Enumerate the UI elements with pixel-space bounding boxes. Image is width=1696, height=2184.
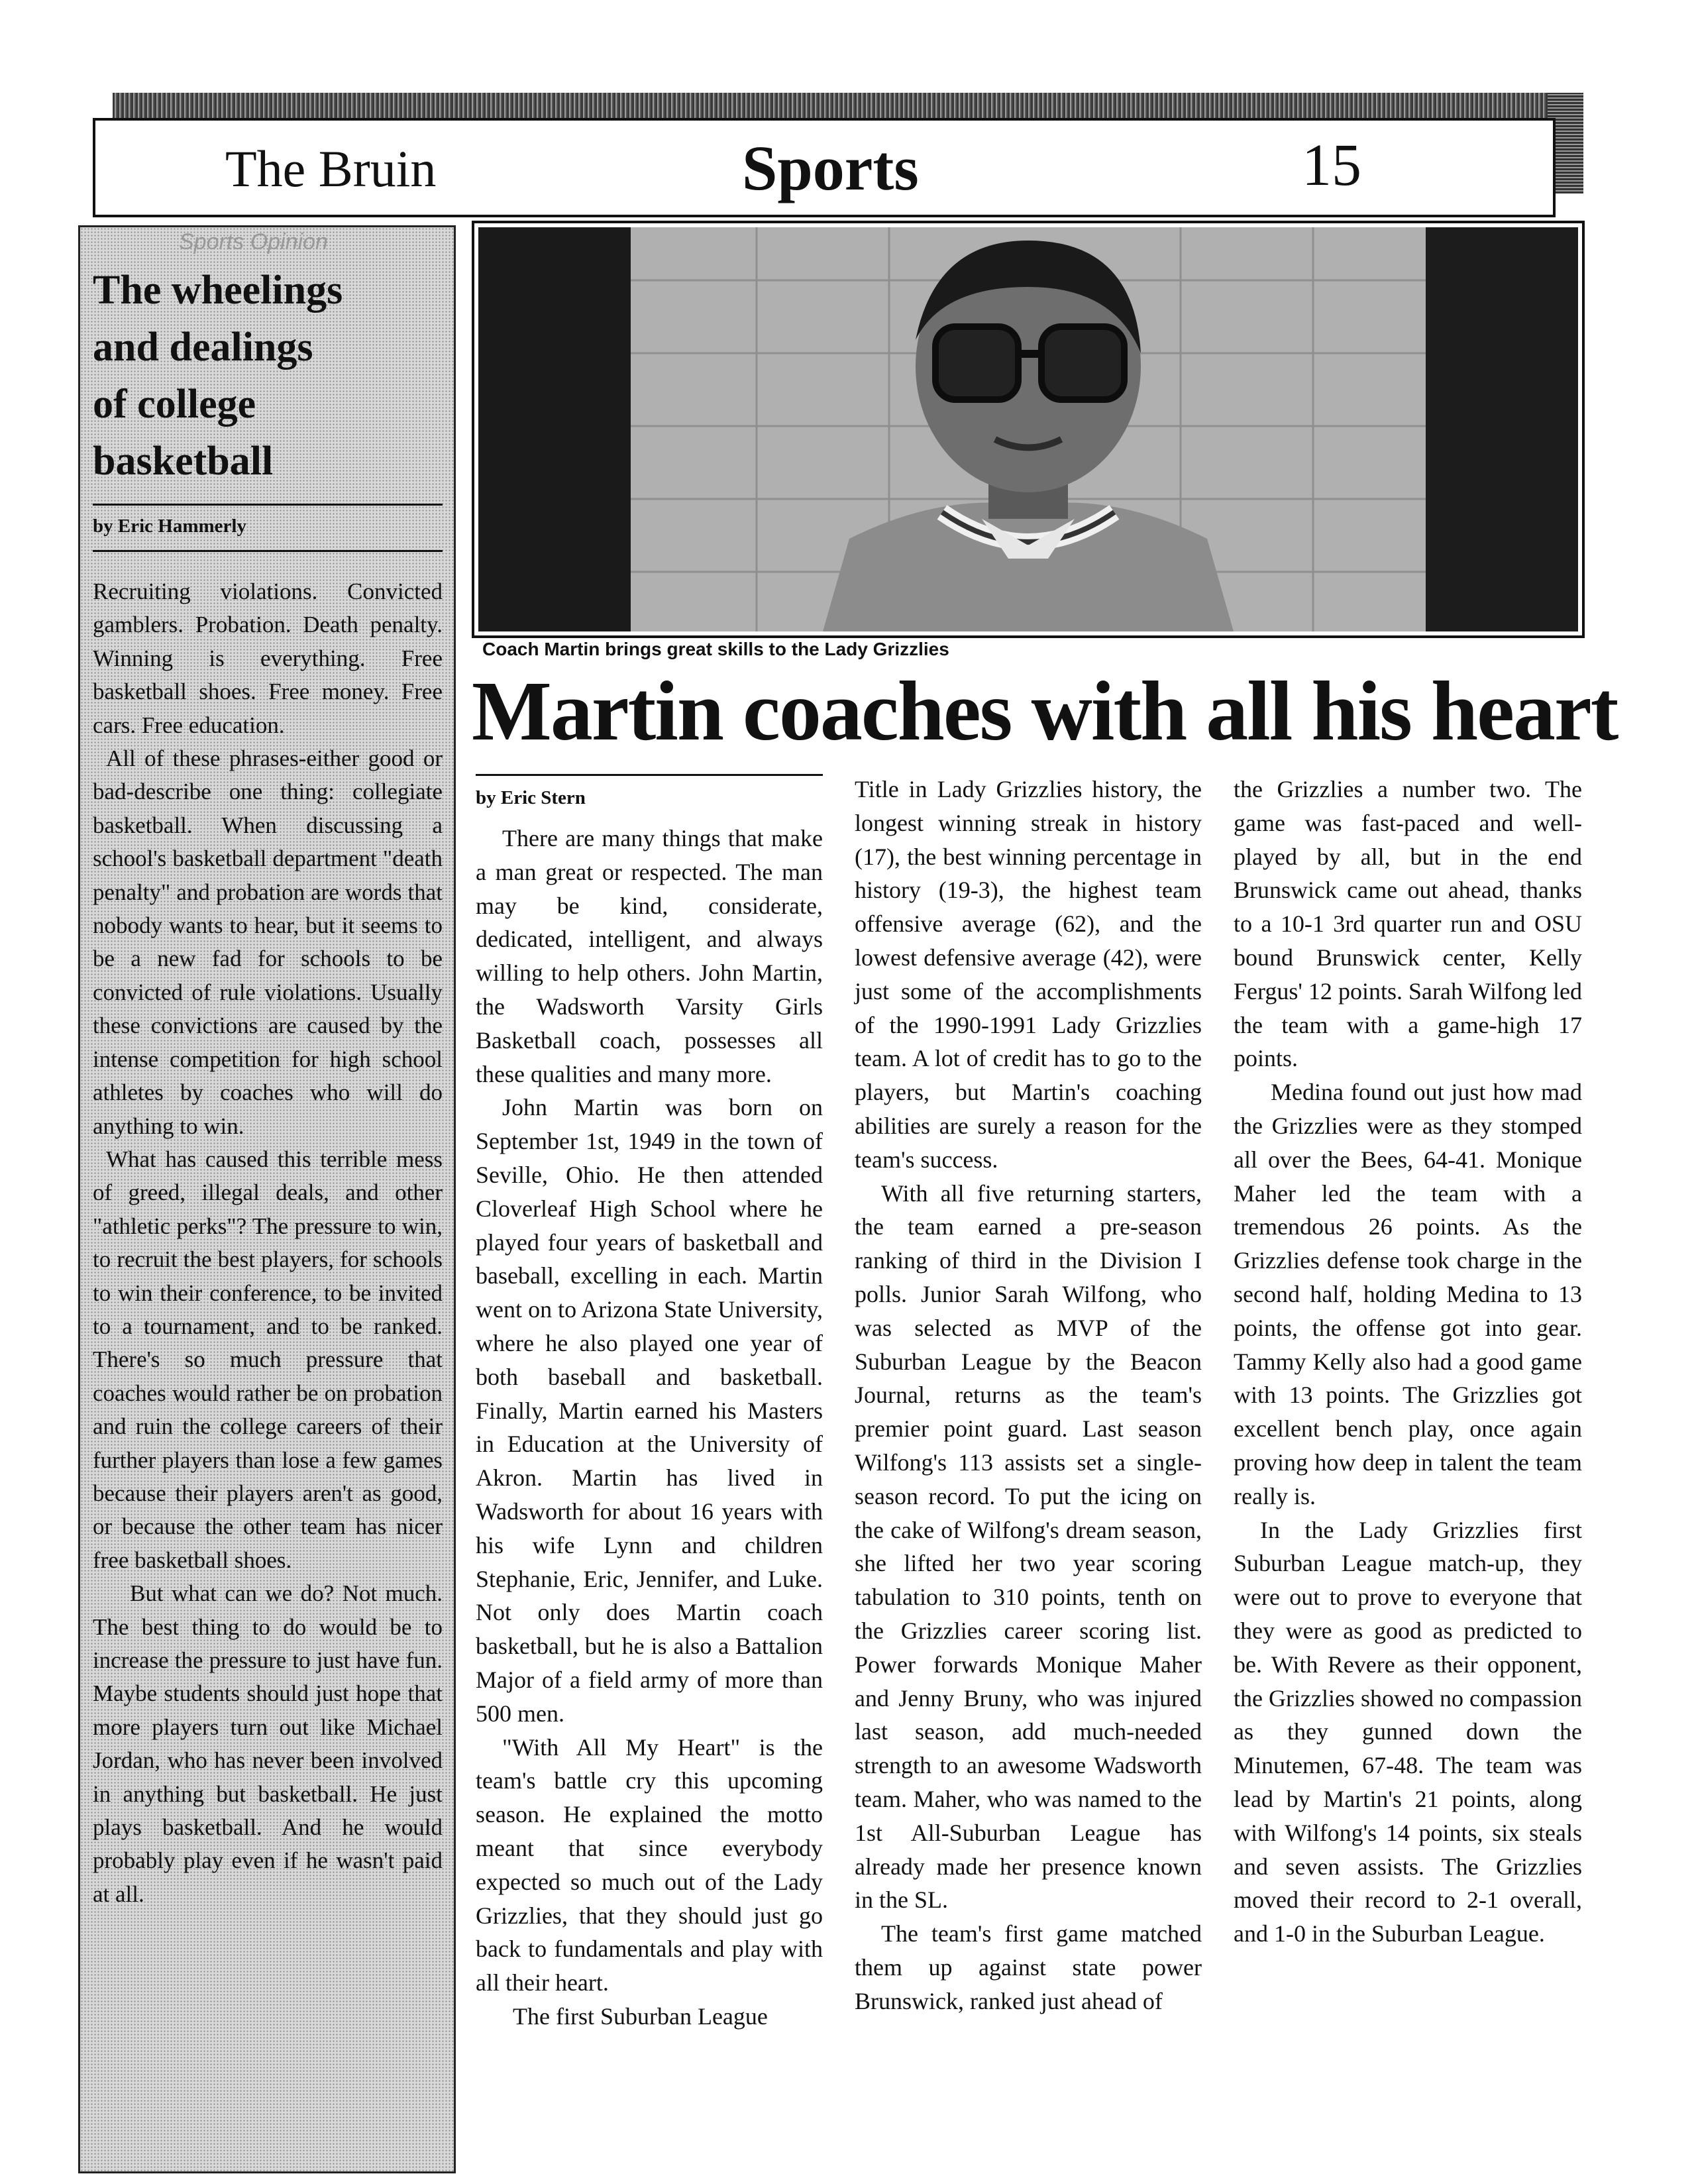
article-paragraph: Medina found out just how mad the Grizzlies were as they stomped all over the Bees, 64-41. Monique Maher led the team with a tremendous 26 points. As the Grizzlies defense took charge in the second half, holding Medina to 13 points, the offense got into gear. Tammy Kelly also had a good game with 13 points. The Grizzlies got excellent bench play, once again proving how deep in talent the team really is. [1234, 1079, 1582, 1509]
article-paragraph: In the Lady Grizzlies first Suburban League match-up, they were out to prove to everyone that they were as good as predicted to be. With Revere as their opponent, the Grizzlies showed no compassion as they gunned down the Minutemen, 67-48. The team was lead by Martin's 21 points, along with Wilfong's 14 points, six steals and seven assists. The Grizzlies moved their record to 2-1 overall, and 1-0 in the Suburban League. [1234, 1516, 1582, 1947]
page-number: 15 [1302, 133, 1361, 198]
article-paragraph: With all five returning starters, the team earned a pre-season ranking of third in the Division I polls. Junior Sarah Wilfong, who was selected as MVP of the Suburban League by the Beacon Journal, returns as the team's premier point guard. Last season Wilfong's 113 assists set a single-season record. To put the icing on the cake of Wilfong's dream season, she lifted her two year scoring tabulation to 310 points, tenth on the Grizzlies career scoring list. Power forwards Monique Maher and Jenny Bruny, who was injured last season, add much-needed strength to an awesome Wadsworth team. Maher, who was named to the 1st All-Suburban League has already made her presence known in the SL. [855, 1179, 1202, 1914]
sidebar-headline-line: The wheelings [93, 268, 343, 313]
sidebar-body [93, 575, 443, 1911]
masthead-top-bar [113, 93, 1583, 119]
sidebar-divider [93, 504, 443, 506]
sidebar-paragraph: What has caused this terrible mess of greed, illegal deals, and other "athletic perks"? The pressure to win, to recruit the best players, for schools to win their conference, to be invited to a tournament, and to be ranked. There's so much pressure that coaches would rather be on probation and ruin the college careers of their further players than lose a few games because their players aren't as good, or because the other team has nicer free basketball shoes. [93, 1146, 443, 1573]
sidebar-headline-line: of college [93, 382, 256, 427]
article-paragraph: There are many things that make a man great or respected. The man may be kind, considerate, dedicated, intelligent, and always willing to help others. John Martin, the Wadsworth Varsity Girls Basketball coach, possesses all these qualities and many more. [476, 825, 823, 1087]
sidebar-paragraph: But what can we do? Not much. The best thing to do would be to increase the pressure to just have fun. Maybe students should just hope that more players turn out like Michael Jordan, who has never been involved in anything but basketball. He just plays basketball. And he would probably play even if he wasn't paid at all. [93, 1580, 443, 1907]
sidebar-headline-line: basketball [93, 439, 274, 484]
coach-portrait-icon [478, 227, 1578, 631]
article-column-3 [1234, 773, 1582, 1951]
sidebar-kicker: Sports Opinion [179, 229, 328, 254]
coach-photo [478, 227, 1578, 631]
section-title: Sports [742, 133, 919, 203]
sidebar-headline-line: and dealings [93, 325, 313, 370]
sidebar-byline: by Eric Hammerly [93, 516, 246, 537]
sidebar-paragraph: All of these phrases-either good or bad-describe one thing: collegiate basketball. When discussing a school's basketball department "death penalty" and probation are words that nobody wants to hear, but it seems to be a new fad for schools to be convicted of rule violations. Usually these convictions are caused by the intense competition for high school athletes by coaches who will do anything to win. [93, 745, 443, 1139]
photo-caption: Coach Martin brings great skills to the Lady Grizzlies [482, 639, 949, 659]
sidebar-headline [93, 262, 437, 490]
byline-divider [476, 774, 823, 776]
article-headline: Martin coaches with all his heart [472, 664, 1618, 758]
article-byline: by Eric Stern [476, 787, 586, 808]
article-paragraph: Title in Lady Grizzlies history, the longest winning streak in history (17), the best winning percentage in history (19-3), the highest team offensive average (62), and the lowest defensive average (42), were just some of the accomplishments of the 1990-1991 Lady Grizzlies team. A lot of credit has to go to the players, but Martin's coaching abilities are surely a reason for the team's success. [855, 776, 1202, 1173]
article-column-1 [476, 822, 823, 2034]
article-paragraph: John Martin was born on September 1st, 1949 in the town of Seville, Ohio. He then attended Cloverleaf High School where he played four years of basketball and baseball, excelling in each. Martin went on to Arizona State University, where he also played one year of both baseball and basketball. Finally, Martin earned his Masters in Education at the University of Akron. Martin has lived in Wadsworth for about 16 years with his wife Lynn and children Stephanie, Eric, Jennifer, and Luke. Not only does Martin coach basketball, but he is also a Battalion Major of a field army of more than 500 men. [476, 1094, 823, 1727]
article-paragraph: "With All My Heart" is the team's battle cry this upcoming season. He explained the motto meant that since everybody expected so much out of the Lady Grizzlies, that they should just go back to fundamentals and play with all their heart. [476, 1733, 823, 1996]
article-column-2 [855, 773, 1202, 2018]
paper-name: The Bruin [225, 140, 437, 197]
sidebar-paragraph: Recruiting violations. Convicted gamblers. Probation. Death penalty. Winning is everything. Free basketball shoes. Free money. Free cars. Free education. [93, 578, 443, 738]
article-paragraph: The team's first game matched them up against state power Brunswick, ranked just ahead of [855, 1920, 1202, 2014]
sidebar-divider [93, 550, 443, 552]
article-paragraph: the Grizzlies a number two. The game was fast-paced and well-played by all, but in the end Brunswick came out ahead, thanks to a 10-1 3rd quarter run and OSU bound Brunswick center, Kelly Fergus' 12 points. Sarah Wilfong led the team with a game-high 17 points. [1234, 776, 1582, 1072]
article-paragraph: The first Suburban League [513, 2002, 768, 2030]
